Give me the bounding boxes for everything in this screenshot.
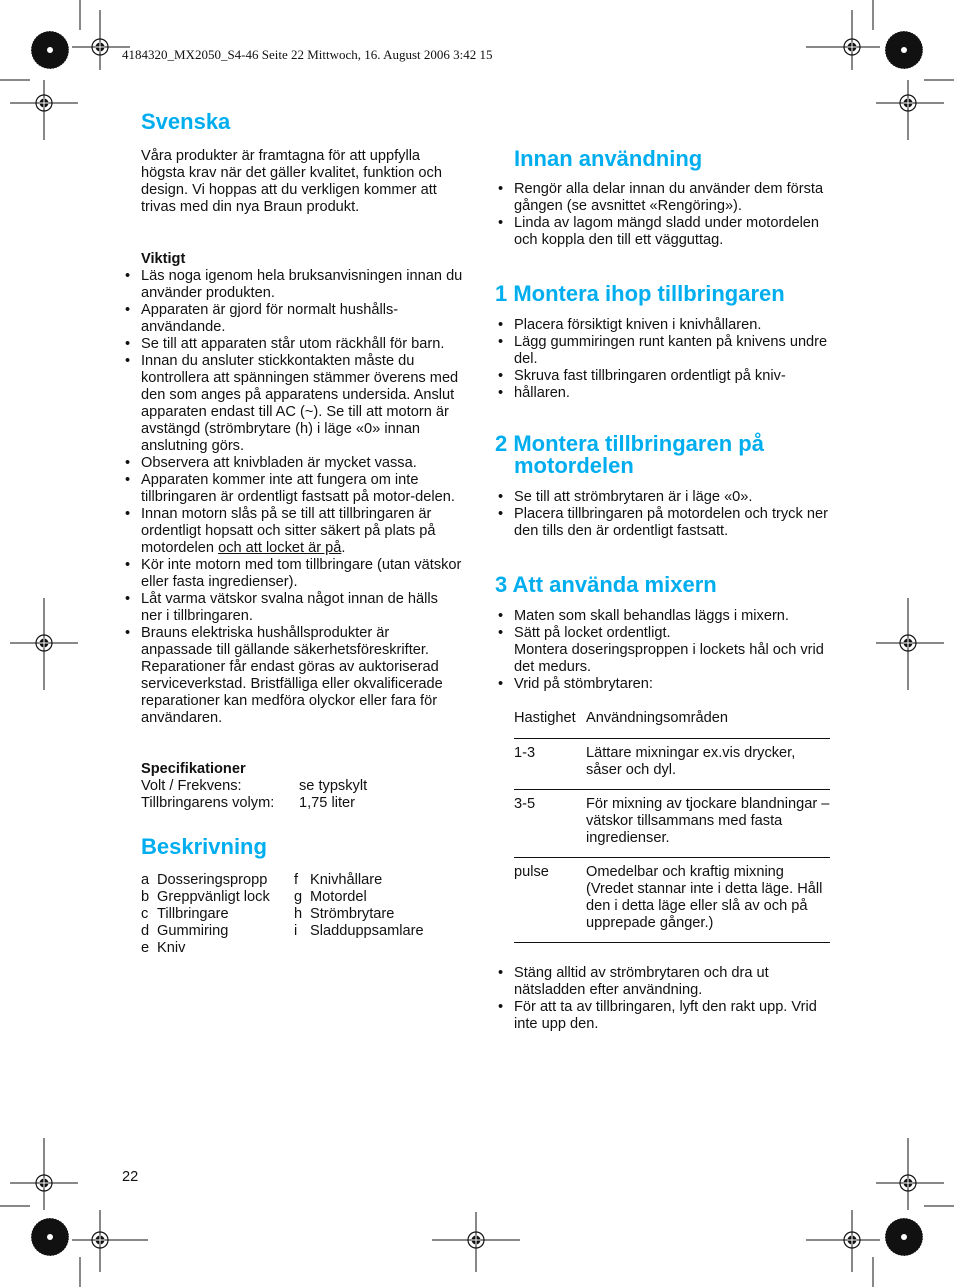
list-item: • Innan du ansluter stickkontakten måste du kontrollera att spänningen stämmer överens med den som anges på apparatens undersida. Anslut apparaten endast till AC (~). Se till att motorn är avstängd (strömbrytare (h) i läge «0» innan anslutning görs.	[122, 353, 463, 455]
list-item: • Skruva fast tillbringaren ordentligt på kniv-	[495, 368, 831, 385]
table-row	[514, 857, 830, 942]
use-cell: Lättare mixningar ex.vis drycker, såser och dyl.	[586, 745, 796, 778]
parts-list	[141, 872, 463, 957]
spec-value: se typskylt	[299, 778, 368, 794]
page-number: 22	[122, 1169, 139, 1185]
part-letter: h	[294, 906, 303, 922]
part-name: Knivhållare	[310, 872, 383, 888]
list-item	[122, 506, 463, 557]
step2-list	[495, 489, 831, 540]
use-cell: För mixning av tjockare blandningar – vätskor tillsammans med fasta ingredienser.	[586, 796, 830, 846]
list-item: • hållaren.	[495, 385, 831, 402]
part-item	[294, 872, 424, 889]
part-letter: a	[141, 872, 150, 888]
spec-row	[141, 795, 463, 812]
item-text-end: .	[341, 540, 346, 556]
table-row	[514, 738, 830, 789]
list-item: • Rengör alla delar innan du använder dem första gången (se avsnittet «Rengöring»).	[495, 181, 831, 215]
item-text: Innan motorn slås på se till att tillbringaren är ordentligt hopsatt och sitter säkert på plats på motordelen	[141, 506, 436, 556]
part-name: Dosseringspropp	[157, 872, 268, 888]
part-name: Tillbringare	[157, 906, 229, 922]
part-letter: c	[141, 906, 149, 922]
list-item: • Låt varma vätskor svalna något innan de hälls ner i tillbringaren.	[122, 591, 463, 625]
list-item: • Brauns elektriska hushållsprodukter är anpassade till gällande säkerhetsföreskrifter. Reparationer får endast göras av auktoriserad serviceverkstad. Bristfälliga eller okvalificerade reparationer kan medföra olyckor eller fara för användaren.	[122, 625, 463, 727]
list-item: • Vrid på stömbrytaren:	[495, 676, 831, 693]
right-column	[495, 148, 831, 1033]
list-item: • Placera tillbringaren på motordelen och tryck ner den tills den är ordentligt fastsatt.	[495, 506, 831, 540]
parts-column	[141, 872, 294, 957]
section-title-step1: 1 Montera ihop tillbringaren	[495, 281, 785, 306]
spec-row	[141, 778, 463, 795]
part-name: Strömbrytare	[310, 906, 395, 922]
part-name: Gummiring	[157, 923, 229, 939]
list-item: • Apparaten är gjord för normalt hushålls-användande.	[122, 302, 463, 336]
part-item	[141, 906, 294, 923]
part-letter: b	[141, 889, 150, 905]
list-item: • Se till att apparaten står utom räckhåll för barn.	[122, 336, 463, 353]
part-letter: f	[294, 872, 299, 888]
after-list	[495, 965, 831, 1033]
parts-column	[294, 872, 424, 957]
list-item: • Läs noga igenom hela bruksanvisningen innan du använder produkten.	[122, 268, 463, 302]
part-name: Kniv	[157, 940, 186, 956]
underlined-text: och att locket är på	[218, 540, 342, 556]
print-header: 4184320_MX2050_S4-46 Seite 22 Mittwoch, 16. August 2006 3:42 15	[122, 47, 493, 62]
list-item: • Stäng alltid av strömbrytaren och dra ut nätsladden efter användning.	[495, 965, 831, 999]
speed-cell: pulse	[514, 864, 549, 880]
part-item	[294, 923, 424, 940]
list-item: • Observera att knivbladen är mycket vassa.	[122, 455, 463, 472]
section-title-innan: Innan användning	[514, 146, 703, 171]
speed-cell: 1-3	[514, 745, 536, 761]
step3-list	[495, 608, 831, 693]
step1-list	[495, 317, 831, 402]
part-item	[294, 889, 424, 906]
part-letter: i	[294, 923, 298, 939]
speed-col-header: Hastighet	[514, 710, 576, 726]
before-list	[495, 181, 831, 249]
part-item	[141, 889, 294, 906]
important-list	[122, 268, 463, 727]
important-heading: Viktigt	[141, 251, 186, 267]
list-item: • Placera försiktigt kniven i knivhållaren.	[495, 317, 831, 334]
use-col-header: Användningsområden	[586, 710, 728, 726]
use-cell: Omedelbar och kraftig mixning (Vredet stannar inte i detta läge. Håll den i detta läge eller slå av och på upprepade gånger.)	[586, 864, 823, 931]
section-title-step2: 2 Montera tillbringaren på motordelen	[495, 431, 764, 478]
part-name: Sladduppsamlare	[310, 923, 424, 939]
left-column	[141, 111, 463, 957]
part-letter: d	[141, 923, 150, 939]
part-item	[294, 906, 424, 923]
section-title-step3: 3 Att använda mixern	[495, 572, 717, 597]
list-item: • Se till att strömbrytaren är i läge «0».	[495, 489, 831, 506]
intro-text: Våra produkter är framtagna för att uppfylla högsta krav när det gäller kvalitet, funktion och design. Vi hoppas att du verkligen kommer att trivas med din nya Braun produkt.	[141, 148, 442, 215]
list-item: • Linda av lagom mängd sladd under motordelen och koppla den till ett vägguttag.	[495, 215, 831, 249]
list-item: • Apparaten kommer inte att fungera om inte tillbringaren är ordentligt fastsatt på motor-delen.	[122, 472, 463, 506]
part-name: Motordel	[310, 889, 367, 905]
speed-cell: 3-5	[514, 796, 536, 812]
list-item: • Maten som skall behandlas läggs i mixern.	[495, 608, 831, 625]
part-letter: g	[294, 889, 303, 905]
spec-label: Tillbringarens volym:	[141, 795, 275, 811]
table-row	[514, 789, 830, 857]
section-title-beskrivning: Beskrivning	[141, 834, 267, 859]
spec-value: 1,75 liter	[299, 795, 355, 811]
list-item: • Sätt på locket ordentligt. Montera doseringsproppen i lockets hål och vrid det medurs.	[495, 625, 831, 676]
section-title-svenska: Svenska	[141, 109, 231, 134]
part-letter: e	[141, 940, 150, 956]
speed-table-body	[514, 738, 830, 943]
part-item	[141, 923, 294, 940]
part-item	[141, 940, 294, 957]
speed-table	[514, 710, 830, 943]
list-item: • Kör inte motorn med tom tillbringare (utan vätskor eller fasta ingredienser).	[122, 557, 463, 591]
list-item: • För att ta av tillbringaren, lyft den rakt upp. Vrid inte upp den.	[495, 999, 831, 1033]
list-item: • Lägg gummiringen runt kanten på knivens undre del.	[495, 334, 831, 368]
spec-heading: Specifikationer	[141, 761, 246, 777]
part-name: Greppvänligt lock	[157, 889, 270, 905]
part-item	[141, 872, 294, 889]
spec-label: Volt / Frekvens:	[141, 778, 242, 794]
speed-table-header	[514, 710, 830, 738]
